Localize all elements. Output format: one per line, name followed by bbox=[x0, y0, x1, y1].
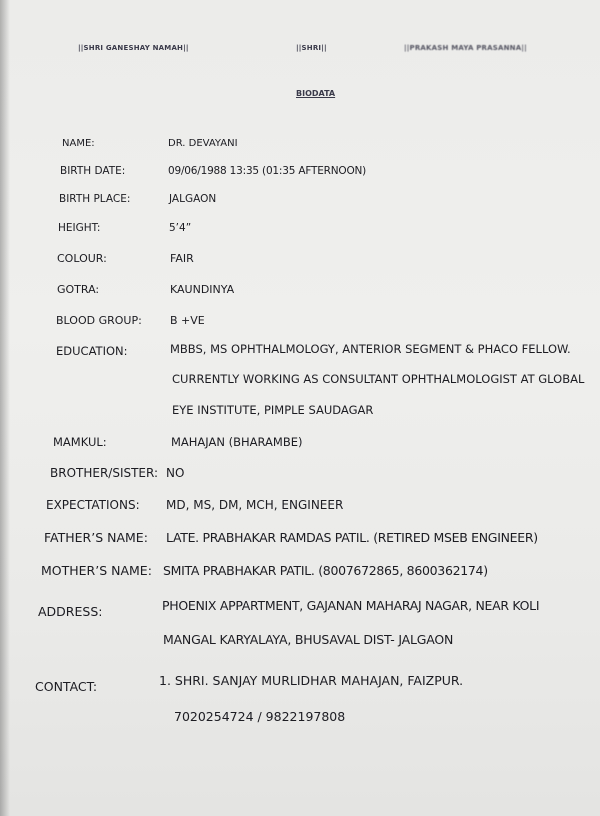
education-line: CURRENTLY WORKING AS CONSULTANT OPHTHALMOLOGIST AT GLOBAL bbox=[172, 372, 585, 386]
field-value: FAIR bbox=[170, 252, 194, 265]
field-value: KAUNDINYA bbox=[170, 283, 235, 296]
field-label: HEIGHT: bbox=[58, 222, 101, 234]
contact-line: 7020254724 / 9822197808 bbox=[174, 709, 346, 724]
field-label: COLOUR: bbox=[57, 252, 107, 265]
field-value: NO bbox=[166, 466, 185, 480]
field-label: BIRTH PLACE: bbox=[59, 193, 131, 205]
field-value: LATE. PRABHAKAR RAMDAS PATIL. (RETIRED MSEB ENGINEER) bbox=[166, 530, 538, 545]
header-left: ||SHRI GANESHAY NAMAH|| bbox=[78, 44, 189, 52]
field-value: SMITA PRABHAKAR PATIL. (8007672865, 8600362174) bbox=[163, 563, 488, 578]
field-label: BIRTH DATE: bbox=[60, 165, 126, 177]
field-value: B +VE bbox=[170, 314, 205, 327]
field-label: GOTRA: bbox=[57, 283, 100, 296]
field-value: 09/06/1988 13:35 (01:35 AFTERNOON) bbox=[168, 165, 367, 177]
field-value: 5’4” bbox=[169, 222, 192, 234]
address-line: MANGAL KARYALAYA, BHUSAVAL DIST- JALGAON bbox=[163, 632, 454, 647]
field-label: EXPECTATIONS: bbox=[46, 498, 140, 512]
document-title: BIODATA bbox=[296, 89, 336, 98]
field-label: BLOOD GROUP: bbox=[56, 314, 142, 327]
contact-line: 1. SHRI. SANJAY MURLIDHAR MAHAJAN, FAIZPUR. bbox=[159, 673, 464, 688]
document-header bbox=[0, 44, 600, 60]
field-label: MOTHER’S NAME: bbox=[41, 563, 152, 578]
field-label: NAME: bbox=[62, 138, 95, 149]
field-value: JALGAON bbox=[169, 193, 217, 205]
address-line: PHOENIX APPARTMENT, GAJANAN MAHARAJ NAGAR, NEAR KOLI bbox=[162, 598, 540, 613]
field-label: CONTACT: bbox=[35, 679, 98, 694]
education-line: MBBS, MS OPHTHALMOLOGY, ANTERIOR SEGMENT & PHACO FELLOW. bbox=[170, 342, 571, 356]
header-right: ||PRAKASH MAYA PRASANNA|| bbox=[404, 44, 527, 52]
field-value: DR. DEVAYANI bbox=[168, 138, 238, 149]
page-shadow bbox=[0, 0, 10, 816]
field-label: MAMKUL: bbox=[53, 435, 107, 449]
field-label: ADDRESS: bbox=[38, 604, 103, 619]
field-label: EDUCATION: bbox=[56, 344, 128, 358]
field-label: FATHER’S NAME: bbox=[44, 530, 148, 545]
header-center: ||SHRI|| bbox=[296, 44, 327, 52]
field-value: MAHAJAN (BHARAMBE) bbox=[171, 435, 303, 449]
field-value: MD, MS, DM, MCH, ENGINEER bbox=[166, 498, 344, 512]
education-line: EYE INSTITUTE, PIMPLE SAUDAGAR bbox=[172, 403, 374, 417]
field-label: BROTHER/SISTER: bbox=[50, 466, 159, 480]
